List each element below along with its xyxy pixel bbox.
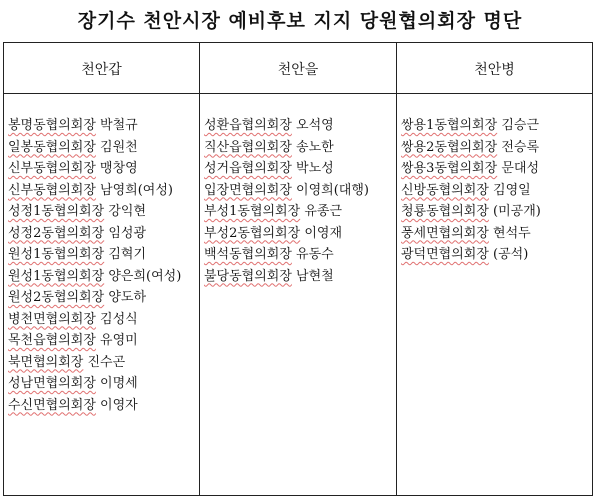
list-item xyxy=(8,373,197,395)
column-header: 천안을 xyxy=(277,62,319,78)
chair-name: 이영희(대행) xyxy=(296,182,369,198)
council-name: 쌍용1동협의회장 xyxy=(401,118,498,133)
council-name: 불당동협의회장 xyxy=(204,268,292,284)
list-item xyxy=(8,352,197,374)
council-name: 북면협의회장 xyxy=(8,354,84,370)
council-name: 병천면협의회장 xyxy=(8,311,96,327)
council-name: 목천읍협의회장 xyxy=(8,333,96,348)
council-name: 청룡동협의회장 xyxy=(401,204,489,219)
list-item xyxy=(204,201,394,223)
chair-name: 남영희(여성) xyxy=(100,182,173,198)
council-name: 봉명동협의회장 xyxy=(8,118,96,133)
council-name: 쌍용2동협의회장 xyxy=(401,139,498,155)
council-name: 성환읍협의회장 xyxy=(204,118,292,133)
list-item xyxy=(8,330,197,352)
chair-name: 이영자 xyxy=(100,397,138,413)
list-item xyxy=(401,201,590,223)
list-item xyxy=(8,201,197,223)
chair-name: 전승록 xyxy=(501,139,540,155)
list-item xyxy=(8,287,197,309)
council-name: 광덕면협의회장 xyxy=(401,247,489,262)
chair-name: 강익현 xyxy=(108,204,147,219)
council-name: 부성2동협의회장 xyxy=(204,225,301,241)
council-name: 성정1동협의회장 xyxy=(8,204,105,219)
chair-name: 김혁기 xyxy=(108,247,147,262)
council-name: 원성1동협의회장 xyxy=(8,247,105,262)
chair-name: 김승근 xyxy=(501,118,540,133)
chair-name: 김성식 xyxy=(100,311,138,327)
list-item xyxy=(8,266,197,288)
chair-list xyxy=(8,115,197,416)
chair-name: 오석영 xyxy=(296,118,334,133)
list-item xyxy=(8,137,197,159)
column-cheonan-eul xyxy=(200,43,397,495)
chair-name: 양은희(여성) xyxy=(108,268,182,284)
list-item xyxy=(8,395,197,417)
council-name: 성정2동협의회장 xyxy=(8,225,105,241)
column-cheonan-gap xyxy=(4,43,200,495)
chair-list xyxy=(401,115,590,266)
list-item xyxy=(8,309,197,331)
council-name: 부성1동협의회장 xyxy=(204,204,301,219)
council-chairs-table xyxy=(3,42,593,496)
council-name: 쌍용3동협의회장 xyxy=(401,161,498,176)
council-name: 입장면협의회장 xyxy=(204,182,292,198)
council-name: 성거읍협의회장 xyxy=(204,161,292,176)
list-item xyxy=(401,223,590,245)
council-name: 원성2동협의회장 xyxy=(8,290,105,305)
chair-name: 맹창영 xyxy=(100,161,138,176)
column-header: 천안병 xyxy=(474,62,515,78)
chair-name: 박철규 xyxy=(100,118,138,133)
chair-name: (공석) xyxy=(493,247,529,262)
chair-name: 임성광 xyxy=(108,225,147,241)
list-item xyxy=(401,115,590,137)
council-name: 성남면협의회장 xyxy=(8,376,96,391)
council-name: 원성1동협의회장 xyxy=(8,268,105,284)
chair-name: 양도하 xyxy=(108,290,147,305)
council-name: 수신면협의회장 xyxy=(8,397,96,413)
list-item xyxy=(204,244,394,266)
chair-name: 진수곤 xyxy=(87,354,126,370)
list-item xyxy=(204,115,394,137)
chair-name: 문대성 xyxy=(501,161,540,176)
chair-list xyxy=(204,115,394,287)
council-name: 직산읍협의회장 xyxy=(204,139,292,155)
page-title: 장기수 천안시장 예비후보 지지 당원협의회장 명단 xyxy=(77,10,523,32)
chair-name: 유종근 xyxy=(304,204,343,219)
chair-name: 남현철 xyxy=(296,268,334,284)
chair-name: 유영미 xyxy=(100,333,138,348)
list-item xyxy=(204,158,394,180)
list-item xyxy=(204,266,394,288)
list-item xyxy=(8,158,197,180)
chair-name: 이명세 xyxy=(100,376,138,391)
list-item xyxy=(401,180,590,202)
council-name: 일봉동협의회장 xyxy=(8,139,96,155)
list-item xyxy=(8,223,197,245)
list-item xyxy=(8,180,197,202)
chair-name: (미공개) xyxy=(493,204,541,219)
council-name: 신부동협의회장 xyxy=(8,161,96,176)
list-item xyxy=(204,223,394,245)
chair-name: 박노성 xyxy=(296,161,334,176)
chair-name: 송노한 xyxy=(296,139,334,155)
chair-name: 김영일 xyxy=(493,182,531,198)
list-item xyxy=(401,137,590,159)
list-item xyxy=(8,244,197,266)
column-header: 천안갑 xyxy=(81,62,122,78)
list-item xyxy=(401,244,590,266)
list-item xyxy=(401,158,590,180)
council-name: 신부동협의회장 xyxy=(8,182,96,198)
council-name: 신방동협의회장 xyxy=(401,182,489,198)
council-name: 풍세면협의회장 xyxy=(401,225,489,241)
chair-name: 현석두 xyxy=(493,225,531,241)
chair-name: 유동수 xyxy=(296,247,334,262)
chair-name: 김원천 xyxy=(100,139,138,155)
column-cheonan-byeong xyxy=(397,43,592,495)
list-item xyxy=(8,115,197,137)
list-item xyxy=(204,137,394,159)
list-item xyxy=(204,180,394,202)
council-name: 백석동협의회장 xyxy=(204,247,292,262)
chair-name: 이영재 xyxy=(304,225,343,241)
